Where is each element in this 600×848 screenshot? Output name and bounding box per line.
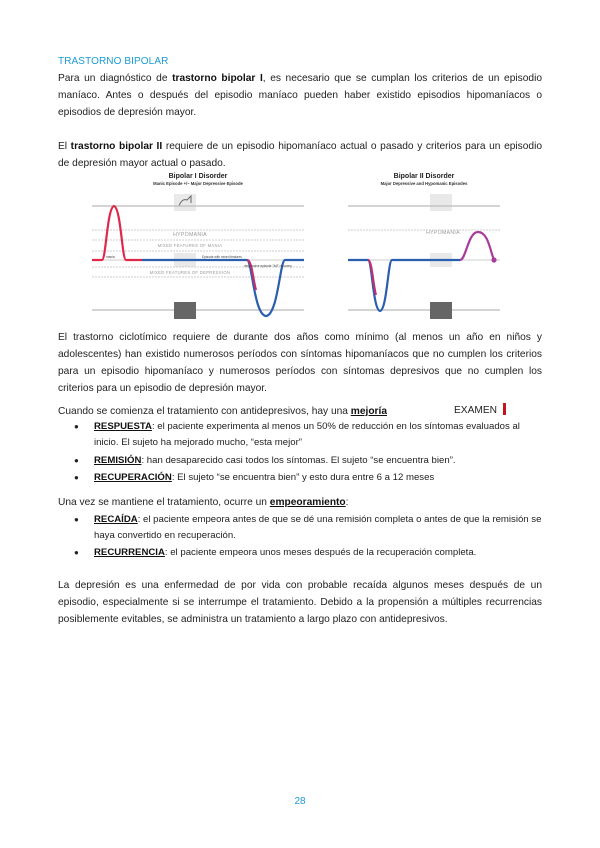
paragraph-bipolar-2: El trastorno bipolar II requiere de un episodio hipomaníaco actual o pasado y criterios para un episodio de depresión mayor actual o pasado. [58, 141, 543, 169]
hypomania-label: HYPOMANIA [173, 232, 207, 238]
bullet-icon: ● [74, 422, 79, 431]
page-number: 28 [294, 796, 306, 807]
bullet-icon: ● [74, 515, 79, 524]
hypomania-curve [460, 232, 494, 260]
mania-figure-icon [174, 194, 196, 211]
term-mejoria: mejoría [350, 406, 388, 417]
depression-curve [142, 260, 304, 316]
bipolar-2-subtitle: Major Depressive and Hypomanic Episodes [380, 181, 468, 186]
bullet-icon: ● [74, 473, 79, 482]
hypomania-label-2: HYPOMANIA [426, 230, 460, 236]
mixed-mania-label: MIXED FEATURES OF MANIA [157, 243, 223, 248]
examen-marker [503, 403, 506, 415]
section-heading: TRASTORNO BIPOLAR [58, 56, 169, 67]
current-point [491, 257, 496, 262]
term-empeoramiento: empeoramiento [269, 497, 346, 508]
bipolar-1-title: Bipolar I Disorder [168, 173, 228, 180]
list-item-recaida: ● RECAÍDA: el paciente empeora antes de que se dé una remisión completa o antes de que la remisión se haya convertido en recuperación. [74, 514, 542, 541]
list-item-recurrencia: ● RECURRENCIA: el paciente empeora unos meses después de la recuperación completa. [94, 545, 542, 561]
term-bipolar-1: trastorno bipolar I [172, 73, 263, 84]
depressive-episode-note: depressive episode "full" recovery [244, 264, 292, 268]
paragraph-empeoramiento: Una vez se mantiene el tratamiento, ocurre un empeoramiento: [58, 497, 349, 508]
bipolar-2-diagram [348, 170, 500, 328]
list-item-respuesta: ● RESPUESTA: el paciente experimenta al menos un 50% de reducción en los síntomas evaluados al inicio. El sujeto ha mejorado mucho, “esta mejor” [74, 421, 520, 448]
paragraph-bipolar-1: Para un diagnóstico de trastorno bipolar I, es necesario que se cumplan los criterios de un episodio maníaco. Antes o después del episodio maníaco pueden haber existido episodios hipomaníacos o episodios de depresión mayor. [58, 73, 542, 118]
mania-curve [92, 206, 142, 260]
term-bipolar-2: trastorno bipolar II [70, 141, 163, 152]
bipolar-2-title: Bipolar II Disorder [393, 173, 455, 180]
examen-tag: EXAMEN [454, 403, 506, 416]
depression-figure-icon-2 [430, 302, 452, 319]
paragraph-mejoria: Cuando se comienza el tratamiento con antidepresivos, hay una mejoría [58, 406, 388, 417]
bipolar-1-diagram [92, 170, 304, 328]
depression-figure-icon [174, 302, 196, 319]
bullet-icon: ● [74, 548, 79, 557]
mania-label: mania [106, 255, 115, 259]
hypomania-figure-icon [430, 194, 452, 211]
paragraph-depresion: La depresión es una enfermedad de por vida con probable recaída algunos meses después de un episodio, especialmente si se interrumpe el tratamiento. Debido a la propensión a múltiples recurrencias posiblemente evitables, se administra un tratamiento a largo plazo con antidepresivos. [58, 580, 542, 625]
mixed-depression-label: MIXED FEATURES OF DEPRESSION [149, 270, 231, 275]
mixed-episode-note: Episode with mixed features [202, 255, 242, 259]
list-item-recuperacion: ● RECUPERACIÓN: El sujeto “se encuentra bien” y esto dura entre 6 a 12 meses [94, 470, 542, 486]
bullet-icon: ● [74, 456, 79, 465]
bipolar-1-subtitle: Manic Episode +/– Major Depressive Episode [153, 181, 243, 186]
list-item-remision: ● REMISIÓN: han desaparecido casi todos los síntomas. El sujeto “se encuentra bien”. [94, 453, 542, 469]
paragraph-ciclotimico: El trastorno ciclotímico requiere de durante dos años como mínimo (al menos un año en niños y adolescentes) han existido numerosos períodos con síntomas hipomaníacos que no cumplen los criterios para un episodio hipomaníaco y numerosos períodos con síntomas depresivos que no cumplen los criterios para un episodio de depresión mayor. [58, 332, 542, 394]
